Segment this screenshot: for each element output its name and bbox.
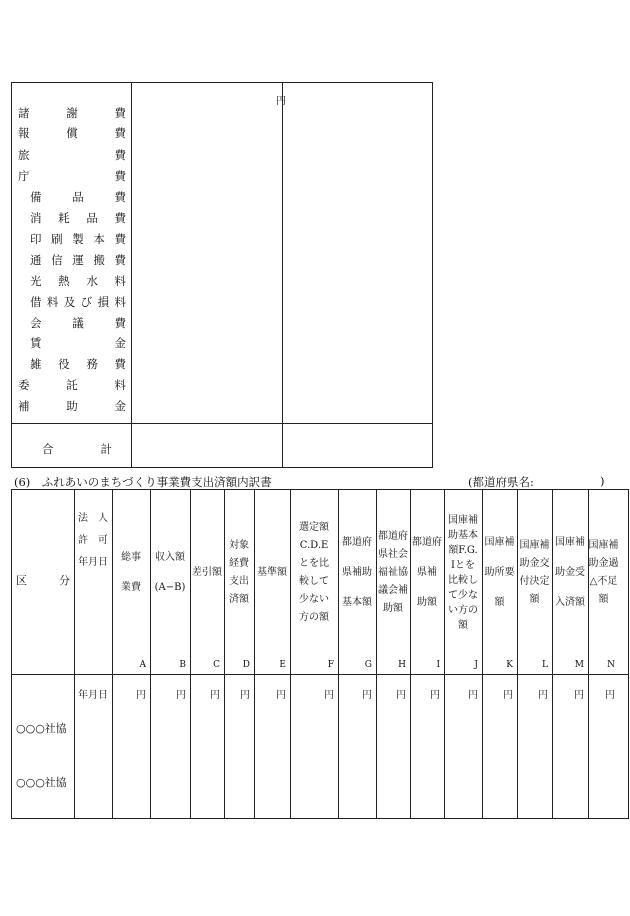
expense-item-label: 借 料 及 び 損 料: [30, 295, 126, 309]
expense-table: [11, 82, 433, 468]
unit-label: 円: [210, 690, 220, 701]
total-label: 合 計: [42, 442, 112, 456]
section-title: (6) ふれあいのまちづくり事業費支出済額内訳書: [14, 475, 272, 489]
column-letter: M: [574, 660, 584, 670]
column-letter: I: [436, 660, 440, 670]
column-letter: B: [179, 660, 186, 670]
column-divider: [112, 490, 113, 818]
unit-label: 円: [324, 690, 334, 701]
column-letter: E: [279, 660, 286, 670]
row-name: ○○○社協: [16, 722, 67, 735]
column-divider: [190, 490, 191, 818]
expense-item-label: 雑 役 務 費: [30, 357, 126, 371]
permit-date-cell: 年月日: [78, 690, 108, 701]
column-header-a: 総事 業費: [121, 552, 141, 593]
column-letter: L: [542, 660, 548, 670]
expense-item-label: 補 助 金: [18, 399, 126, 413]
column-header-m: 国庫補 助金受 入済額: [555, 537, 585, 608]
unit-label: 円: [503, 690, 513, 701]
column-divider: [150, 490, 151, 818]
row-header-label: 区 分: [16, 574, 70, 587]
column-letter: H: [398, 660, 406, 670]
expense-item-label: 光 熱 水 料: [30, 274, 126, 288]
expense-item-label: 旅 費: [18, 148, 126, 162]
column-letter: G: [364, 660, 372, 670]
column-divider: [254, 490, 255, 818]
column-header-h: 都道府 県社会 福祉協 議会補 助額: [378, 531, 408, 614]
column-header-e: 基準額: [257, 567, 287, 578]
unit-label: 円: [430, 690, 440, 701]
expense-item-label: 報 償 費: [18, 126, 126, 140]
unit-label: 円: [468, 690, 478, 701]
column-header-b: 収入額 (A−B): [154, 552, 186, 593]
header-divider: [12, 674, 628, 675]
column-header-l: 国庫補 助金交 付決定 額: [519, 540, 550, 605]
column-header-i: 都道府 県補 助額: [412, 537, 442, 608]
unit-label: 円: [276, 96, 286, 107]
expense-item-label: 通 信 運 搬 費: [30, 253, 126, 267]
column-header-n: 国庫補 助金過 △不足 額: [588, 540, 619, 605]
unit-label: 円: [605, 690, 615, 701]
column-header-j: 国庫補 助基本 額F.G. Iとを 比較し て少な い方の 額: [448, 515, 478, 631]
expense-item-label: 消 耗 品 費: [30, 211, 126, 225]
unit-label: 円: [240, 690, 250, 701]
unit-label: 円: [362, 690, 372, 701]
column-header-g: 都道府 県補助 基本額: [342, 537, 372, 608]
unit-label: 円: [538, 690, 548, 701]
column-letter: A: [139, 660, 146, 670]
column-header-c: 差引額: [192, 567, 222, 578]
row-divider: [12, 423, 432, 424]
column-letter: C: [213, 660, 220, 670]
expense-item-label: 委 託 料: [18, 378, 126, 392]
column-divider: [282, 83, 283, 467]
column-letter: N: [607, 660, 615, 670]
column-header-k: 国庫補 助所要 額: [484, 537, 515, 608]
expense-item-label: 備 品 費: [30, 190, 126, 204]
unit-label: 円: [276, 690, 286, 701]
column-letter: K: [506, 660, 513, 670]
expense-item-label: 庁 費: [18, 169, 126, 183]
unit-label: 円: [574, 690, 584, 701]
column-divider: [74, 490, 75, 818]
breakdown-table: [11, 489, 629, 819]
expense-item-label: 会 議 費: [30, 316, 126, 330]
prefecture-name-field: (都道府県名: ): [468, 474, 605, 489]
corporation-permit-date-header: 法 人 許 可 年月日: [78, 513, 108, 568]
column-letter: D: [242, 660, 250, 670]
expense-item-label: 印 刷 製 本 費: [30, 232, 126, 246]
column-header-f: 選定額 C.D.E とを比 較して 少ない 方の額: [299, 522, 329, 623]
column-header-d: 対象 経費 支出 済額: [229, 540, 249, 605]
unit-label: 円: [176, 690, 186, 701]
row-name: ○○○社協: [16, 776, 67, 789]
column-letter: F: [327, 660, 334, 670]
column-letter: J: [474, 660, 478, 670]
expense-item-label: 賃 金: [30, 336, 126, 350]
unit-label: 円: [136, 690, 146, 701]
expense-item-label: 諸 謝 費: [18, 106, 126, 120]
column-divider: [131, 83, 132, 467]
unit-label: 円: [396, 690, 406, 701]
